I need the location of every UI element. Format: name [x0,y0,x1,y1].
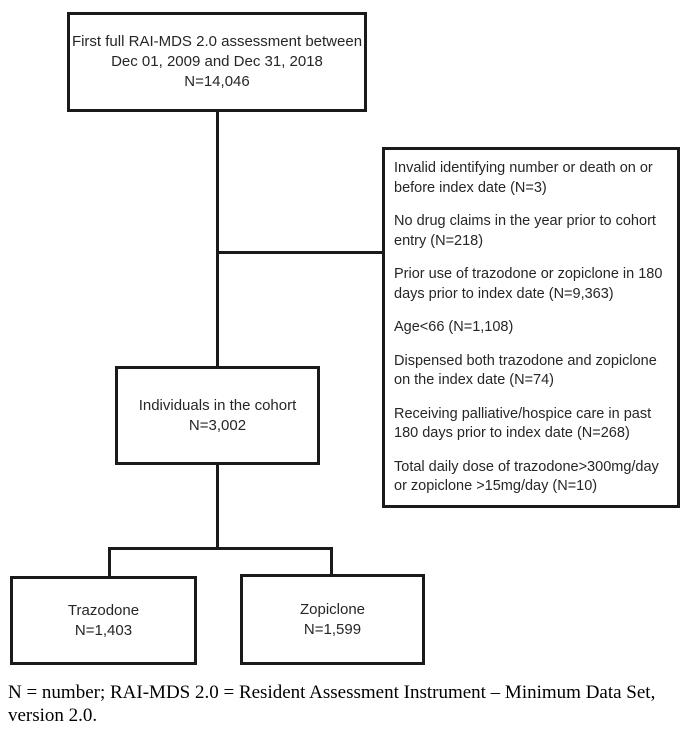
cohort-box [115,366,320,465]
exclusion-item: Dispensed both trazodone and zopiclone on the index date (N=74) [394,352,657,388]
trazodone-arm-box [10,576,197,665]
exclusion-item: Receiving palliative/hospice care in past 180 days prior to index date (N=268) [394,405,652,441]
exclusion-item: Prior use of trazodone or zopiclone in 180 days prior to index date (N=9,363) [394,266,663,302]
zopiclone-count: N=1,599 [303,620,362,638]
connector-cohort-down [216,465,219,550]
initial-assessment-line2: Dec 01, 2009 and Dec 31, 2018 [111,53,323,70]
exclusion-criteria-box [382,147,680,508]
initial-assessment-count: N=14,046 [184,73,250,90]
zopiclone-arm-box [240,574,425,665]
exclusion-item: Total daily dose of trazodone>300mg/day or zopiclone >15mg/day (N=10) [394,458,659,494]
cohort-label: Individuals in the cohort [138,396,297,414]
connector-top-to-cohort [216,112,219,366]
trazodone-label: Trazodone [67,601,140,619]
cohort-count: N=3,002 [188,416,247,434]
exclusion-item: Invalid identifying number or death on or before index date (N=3) [394,160,653,196]
connector-to-exclusion-box [216,251,382,254]
abbreviation-footnote: N = number; RAI-MDS 2.0 = Resident Assessment Instrument – Minimum Data Set, version 2.0. [8,682,656,726]
connector-drop-zopiclone [330,547,333,575]
trazodone-count: N=1,403 [74,621,133,639]
connector-drop-trazodone [108,547,111,577]
exclusion-item: Age<66 (N=1,108) [394,319,514,335]
connector-branch-horizontal [108,547,333,550]
exclusion-item: No drug claims in the year prior to cohort entry (N=218) [394,213,656,249]
zopiclone-label: Zopiclone [299,600,366,618]
initial-assessment-box [67,12,367,112]
initial-assessment-line1: First full RAI-MDS 2.0 assessment between [71,33,363,50]
